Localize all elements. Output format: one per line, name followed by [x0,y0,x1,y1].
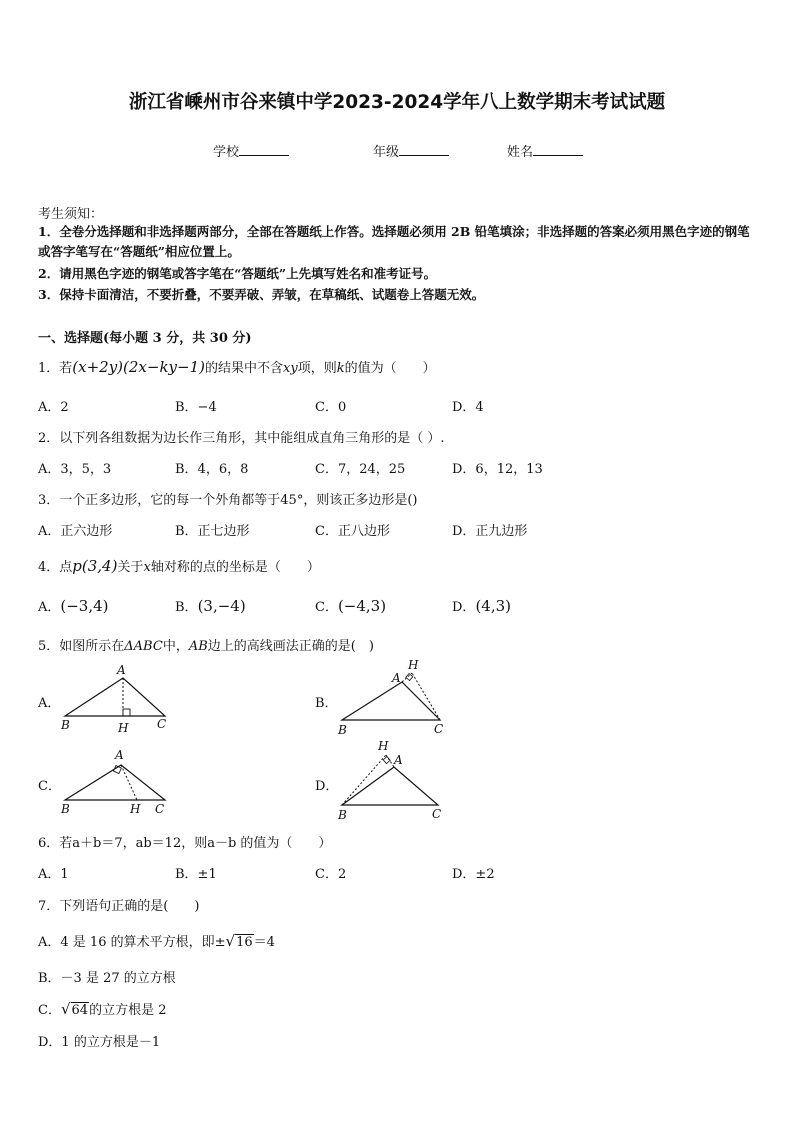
figure-c-label-h: H [130,802,141,816]
q1-num: 1．若 [38,361,73,376]
q1-end: 的值为（ ） [344,361,436,376]
q2-option-d[interactable]: D．6，12，13 [452,462,543,477]
q5-figure-a [55,660,185,735]
q7-option-a-pre: A．4 是 16 的算术平方根，即± [38,935,226,950]
q1-option-a[interactable]: A．2 [38,400,69,415]
grade-label: 年级 [373,145,400,160]
q4-end: 轴对称的点的坐标是（ ） [150,560,320,575]
notice-item-3: 3．保持卡面清洁，不要折叠，不要弄破、弄皱，在草稿纸、试题卷上答题无效。 [38,287,485,302]
name-field[interactable] [507,141,583,160]
figure-a-label-b: B [61,718,70,732]
q5-figure-c [55,745,185,820]
figure-d-label-c: C [432,807,442,821]
q6-option-b[interactable]: B．±1 [175,867,217,882]
figure-b-label-b: B [338,723,347,737]
figure-d-label-a: A [394,753,403,767]
figure-a-right-angle [123,709,130,716]
q4-option-b[interactable] [175,596,246,615]
figure-b-label-h: H [408,658,419,672]
question-5 [38,635,374,654]
figure-b-triangle [342,682,440,720]
q5-tri: ΔABC [124,639,163,654]
figure-b-label-a: A [392,671,401,685]
q2-option-b[interactable]: B．4，6，8 [175,462,249,477]
figure-a-label-h: H [118,721,129,735]
q4-option-d[interactable] [452,596,511,615]
q5-option-d[interactable]: D． [315,779,339,794]
name-label: 姓名 [507,145,534,160]
q4-option-c-label: C． [315,600,338,615]
q7-option-d[interactable]: D．1 的立方根是－1 [38,1035,161,1050]
figure-b-label-c: C [434,722,444,736]
figure-a-label-a: A [117,663,126,677]
q5-option-c[interactable]: C． [38,779,61,794]
q4-option-b-label: B． [175,600,198,615]
question-1 [38,357,436,376]
q5-option-b[interactable]: B． [315,696,338,711]
sqrt-icon: √ [225,932,236,950]
figure-c-altitude [121,765,137,800]
q4-option-c[interactable] [315,596,386,615]
q4-axis: x [143,560,151,575]
figure-c-triangle [65,765,165,800]
q5-mid: 中， [162,639,189,654]
grade-field[interactable] [373,141,449,160]
q3-option-a[interactable]: A．正六边形 [38,524,113,539]
q4-option-c-value: (−4,3) [337,597,387,615]
q3-option-d[interactable]: D．正九边形 [452,524,528,539]
figure-d-altitude [342,755,386,805]
grade-blank[interactable] [399,143,449,156]
q4-option-d-label: D． [452,600,476,615]
figure-c-label-a: A [115,748,124,762]
q5-option-a[interactable]: A． [38,696,61,711]
q4-point: p(3,4) [72,557,118,575]
q5-figure-d [330,738,460,823]
q7-option-b[interactable]: B．－3 是 27 的立方根 [38,971,176,986]
q4-option-a-label: A． [38,600,61,615]
school-label: 学校 [213,145,240,160]
question-2: 2．以下列各组数据为边长作三角形，其中能组成直角三角形的是（ ）. [38,431,445,446]
q4-option-a[interactable] [38,596,109,615]
q1-mid: 的结果中不含 [204,361,283,376]
q2-option-c[interactable]: C．7，24，25 [315,462,406,477]
notice-heading: 考生须知： [38,207,104,222]
q7-option-c[interactable] [38,999,166,1018]
q5-end: 边上的高线画法正确的是( ) [207,639,374,654]
figure-c-label-c: C [155,802,165,816]
q7-option-c-end: 的立方根是 2 [89,1003,167,1018]
notice-item-1: 1．全卷分选择题和非选择题两部分，全部在答题纸上作答。选择题必须用 2B 铅笔填涂；非选择题的答案必须用黑色字迹的钢笔或答字笔写在“答题纸”相应位置上。 [38,224,750,259]
q4-mid: 关于 [117,560,144,575]
page-title: 浙江省嵊州市谷来镇中学2023-2024学年八上数学期末考试试题 [128,92,666,113]
q7-option-a[interactable] [38,931,275,950]
q5-figure-b [330,655,460,740]
figure-d-label-h: H [378,739,389,753]
q4-pre: 4．点 [38,560,73,575]
q1-k: k [336,361,345,376]
q3-option-b[interactable]: B．正七边形 [175,524,250,539]
question-6: 6．若a＋b＝7，ab＝12，则a－b 的值为（ ） [38,836,332,851]
q1-option-b[interactable]: B．−4 [175,400,217,415]
figure-a-triangle [65,678,165,716]
q4-option-d-value: (4,3) [475,597,511,615]
figure-d-label-b: B [338,808,347,822]
question-4 [38,556,320,575]
q1-mid2: 项，则 [297,361,337,376]
name-blank[interactable] [533,143,583,156]
figure-b-right-angle [406,674,413,681]
school-field[interactable] [213,141,289,160]
figure-d-triangle [342,767,438,805]
q1-option-d[interactable]: D．4 [452,400,484,415]
q6-option-a[interactable]: A．1 [38,867,69,882]
q4-option-a-value: (−3,4) [60,597,109,615]
question-7: 7．下列语句正确的是( ) [38,899,200,914]
q7-option-a-radicand: 16 [236,935,253,950]
q4-option-b-value: (3,−4) [197,597,246,615]
q7-option-c-pre: C． [38,1003,61,1018]
figure-a-label-c: C [157,717,167,731]
q3-option-c[interactable]: C．正八边形 [315,524,390,539]
question-3: 3．一个正多边形，它的每一个外角都等于45°，则该正多边形是() [38,493,418,508]
q1-expr: (x+2y)(2x−ky−1) [72,358,205,376]
q5-side: AB [188,639,208,654]
q1-option-c[interactable]: C．0 [315,400,347,415]
q1-xy: xy [283,361,298,376]
q7-option-c-radicand: 64 [71,1003,89,1018]
q6-option-c[interactable]: C．2 [315,867,347,882]
q6-option-d[interactable]: D．±2 [452,867,495,882]
school-blank[interactable] [239,143,289,156]
q5-pre: 5．如图所示在 [38,639,125,654]
section-heading: 一、选择题(每小题 3 分，共 30 分) [38,331,252,346]
sqrt-icon: √ [60,1000,71,1018]
q7-option-a-end: ＝4 [253,935,275,950]
figure-c-label-b: B [61,802,70,816]
notice-item-2: 2．请用黑色字迹的钢笔或答字笔在“答题纸”上先填写姓名和准考证号。 [38,266,437,281]
q2-option-a[interactable]: A．3，5，3 [38,462,112,477]
